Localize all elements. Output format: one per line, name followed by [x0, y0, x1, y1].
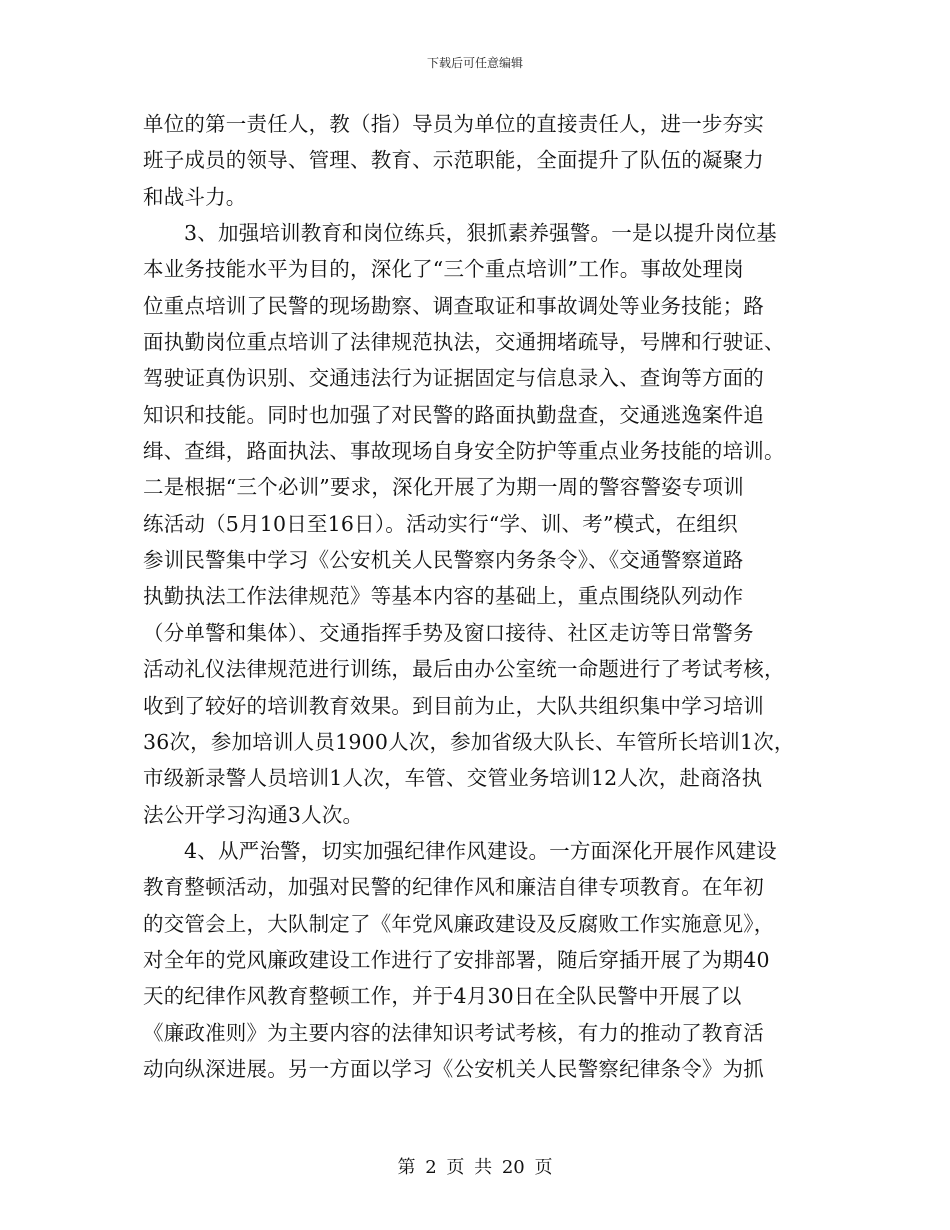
text-line: 执勤执法工作法律规范》等基本内容的基础上，重点围绕队列动作 — [143, 584, 744, 609]
text-line: 动向纵深进展。另一方面以学习《公安机关人民警察纪律条令》为抓 — [143, 1056, 764, 1081]
text-line: 法公开学习沟通3人次。 — [143, 802, 364, 827]
text-line: 知识和技能。同时也加强了对民警的路面执勤盘查，交通逃逸案件追 — [143, 402, 764, 427]
text-line: 二是根据“三个必训”要求，深化开展了为期一周的警容警姿专项训 — [143, 475, 744, 500]
text-line: 单位的第一责任人，教（指）导员为单位的直接责任人，进一步夯实 — [143, 112, 764, 136]
text-line: 驾驶证真伪识别、交通违法行为证据固定与信息录入、查询等方面的 — [143, 366, 764, 391]
text-line: 缉、查缉，路面执法、事故现场自身安全防护等重点业务技能的培训。 — [143, 439, 785, 464]
text-line: 天的纪律作风教育整顿工作，并于4月30日在全队民警中开展了以 — [143, 984, 742, 1009]
text-line: 练活动（5月10日至16日）。活动实行“学、训、考”模式，在组织 — [143, 511, 738, 536]
text-line: 对全年的党风廉政建设工作进行了安排部署，随后穿插开展了为期40 — [143, 947, 770, 972]
text-line: 本业务技能水平为目的，深化了“三个重点培训”工作。事故处理岗 — [143, 257, 744, 282]
text-line: 36次，参加培训人员1900人次，参加省级大队长、车管所长培训1次， — [143, 729, 795, 754]
paragraph-start-line: 3、加强培训教育和岗位练兵，狠抓素养强警。一是以提升岗位基 — [184, 221, 777, 246]
text-line: 参训民警集中学习《公安机关人民警察内务条令》、《交通警察道路 — [143, 548, 744, 573]
text-line: 面执勤岗位重点培训了法律规范执法，交通拥堵疏导，号牌和行驶证、 — [143, 330, 785, 355]
text-line: 班子成员的领导、管理、教育、示范职能，全面提升了队伍的凝聚力 — [143, 148, 764, 173]
document-body — [143, 106, 815, 1087]
text-line: 教育整顿活动，加强对民警的纪律作风和廉洁自律专项教育。在年初 — [143, 875, 764, 900]
page-footer: 第 2 页 共 20 页 — [397, 1157, 553, 1178]
text-line: 《廉政准则》为主要内容的法律知识考试考核，有力的推动了教育活 — [143, 1020, 764, 1045]
page-header: 下载后可任意编辑 — [426, 56, 523, 70]
text-line: （分单警和集体）、交通指挥手势及窗口接待、社区走访等日常警务 — [143, 620, 754, 645]
paragraph-start-line: 4、从严治警，切实加强纪律作风建设。一方面深化开展作风建设 — [184, 838, 777, 863]
text-line: 市级新录警人员培训1人次，车管、交管业务培训12人次，赴商洛执 — [143, 766, 763, 791]
text-line: 活动礼仪法律规范进行训练，最后由办公室统一命题进行了考试考核， — [143, 657, 785, 682]
text-line: 的交管会上，大队制定了《年党风廉政建设及反腐败工作实施意见》， — [143, 911, 775, 936]
text-line: 位重点培训了民警的现场勘察、调查取证和事故调处等业务技能；路 — [143, 293, 764, 318]
text-line: 和战斗力。 — [143, 184, 247, 209]
text-line: 收到了较好的培训教育效果。到目前为止，大队共组织集中学习培训 — [143, 693, 764, 718]
